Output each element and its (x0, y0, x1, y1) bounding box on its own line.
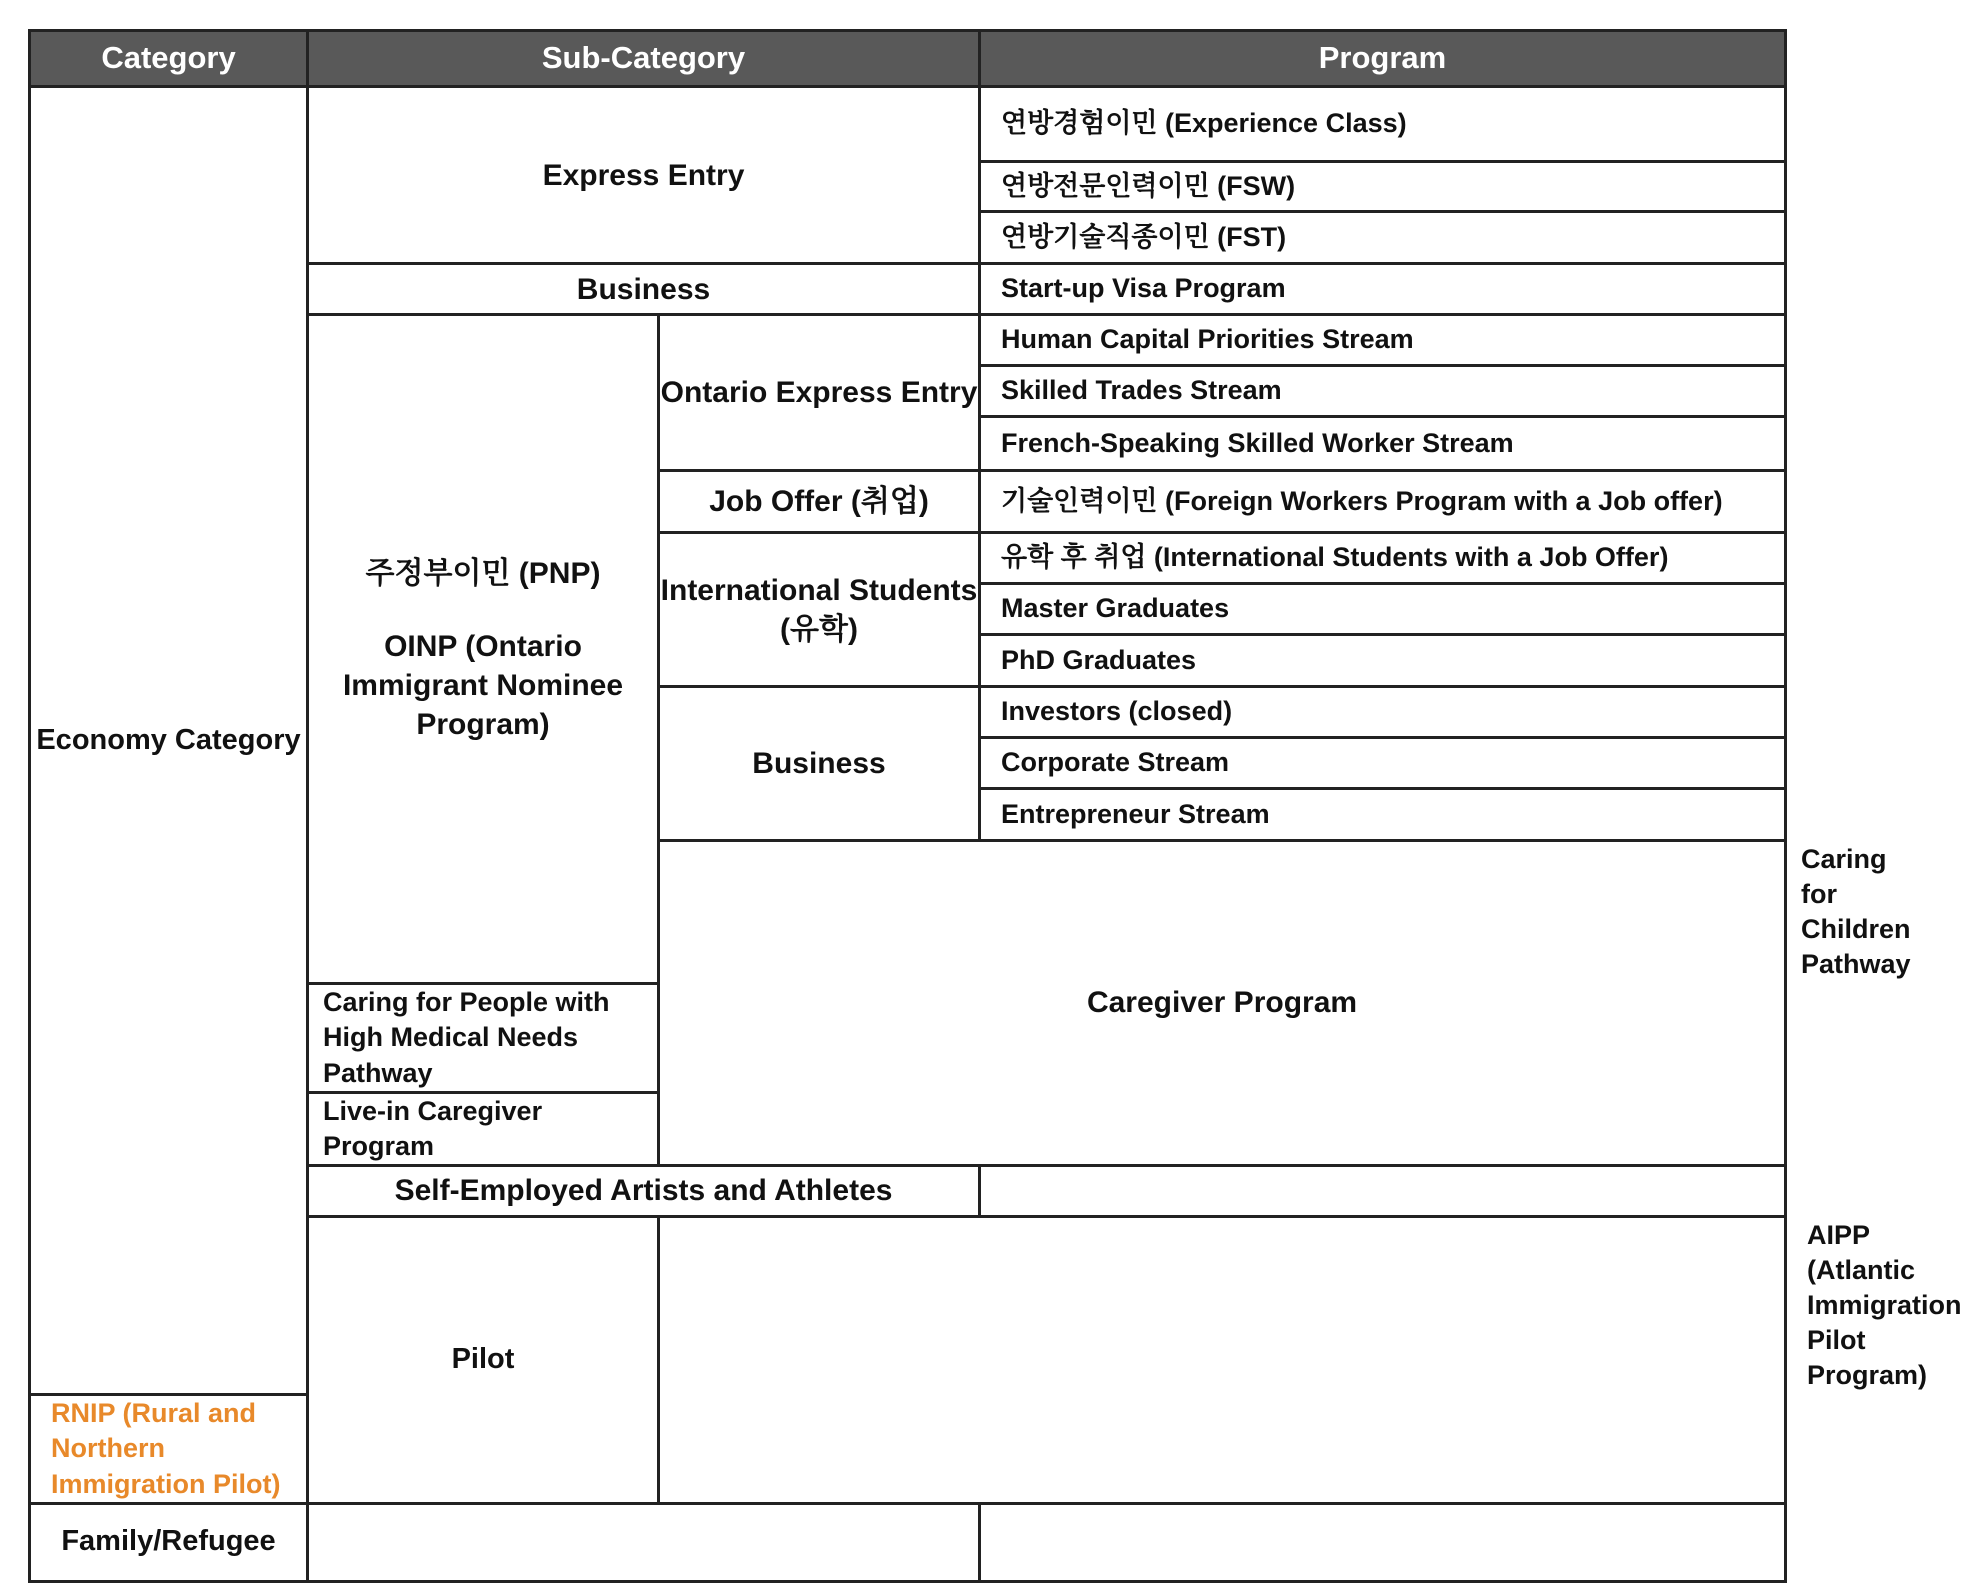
program-foreign-workers: 기술인력이민 (Foreign Workers Program with a Job offer) (980, 471, 1786, 533)
program-entrepreneur: Entrepreneur Stream (980, 789, 1786, 841)
empty-program-cell (980, 1165, 1786, 1216)
immigration-table: Category Sub-Category Program Economy Category Express Entry 연방경험이민 (Experience Class) 연방전문인력이민 (FSW) 연방기술직종이민 (FST) Business Start-up Visa Program 주정부이민 (PNP) OINP (Ontario Immigrant Nominee Program) Ontario Express Entry Human Capital Priorities Stream Skilled Trades Stream French-Speaking Skilled Worker Stream Job Offer (취업) 기술인력이민 (Foreign Workers Program with a Job offer) International Students (유학) 유학 후 취업 (International Students with a Job Offer) Master Graduates PhD Graduates Business Investors (closed) Corporate Stream Entrepreneur Stream Caregiver Program Caring for Children Pathway Caring for People with High Medical Needs Pathway Live-in Caregiver Program Self-Employed Artists and Athletes Pilot AIPP (Atlantic Immigration Pilot Program) RNIP (Rural and Northern Immigration Pilot) Family/Refugee (28, 29, 1787, 1583)
subcategory-express-entry: Express Entry (308, 87, 980, 264)
program-caring-medical: Caring for People with High Medical Needs Pathway (308, 984, 659, 1092)
header-row (30, 31, 1786, 87)
subcategory-pnp (308, 315, 659, 984)
category-pilot: Pilot (308, 1216, 659, 1503)
subcategory-international-students: International Students (유학) (659, 533, 980, 687)
program-startup-visa: Start-up Visa Program (980, 264, 1786, 315)
subcategory-business: Business (308, 264, 980, 315)
program-french-speaking: French-Speaking Skilled Worker Stream (980, 417, 1786, 471)
program-intl-students-job: 유학 후 취업 (International Students with a Job Offer) (980, 533, 1786, 584)
pnp-label: 주정부이민 (PNP) (365, 557, 601, 591)
empty-family-program (980, 1503, 1786, 1581)
subcategory-self-employed: Self-Employed Artists and Athletes (308, 1165, 980, 1216)
subcategory-caregiver: Caregiver Program (659, 841, 1786, 1166)
program-rnip: RNIP (Rural and Northern Immigration Pilot) (30, 1395, 308, 1503)
program-live-in: Live-in Caregiver Program (308, 1092, 659, 1165)
empty-pilot-subcategory (659, 1216, 1786, 1503)
header-sub-category: Sub-Category (308, 31, 980, 87)
program-fst: 연방기술직종이민 (FST) (980, 212, 1786, 264)
program-fsw: 연방전문인력이민 (FSW) (980, 162, 1786, 212)
header-program: Program (980, 31, 1786, 87)
subcategory-ontario-express-entry: Ontario Express Entry (659, 315, 980, 471)
subcategory-oinp-business: Business (659, 687, 980, 841)
program-corporate: Corporate Stream (980, 738, 1786, 789)
subcategory-job-offer: Job Offer (취업) (659, 471, 980, 533)
program-master-graduates: Master Graduates (980, 584, 1786, 635)
program-skilled-trades: Skilled Trades Stream (980, 366, 1786, 417)
category-economy: Economy Category (30, 87, 308, 1395)
oinp-label: OINP (Ontario Immigrant Nominee Program) (342, 630, 624, 742)
program-investors: Investors (closed) (980, 687, 1786, 738)
program-phd-graduates: PhD Graduates (980, 635, 1786, 687)
program-human-capital: Human Capital Priorities Stream (980, 315, 1786, 366)
empty-family-subcategory (308, 1503, 980, 1581)
program-experience-class: 연방경험이민 (Experience Class) (980, 87, 1786, 162)
header-category: Category (30, 31, 308, 87)
category-family-refugee: Family/Refugee (30, 1503, 308, 1581)
